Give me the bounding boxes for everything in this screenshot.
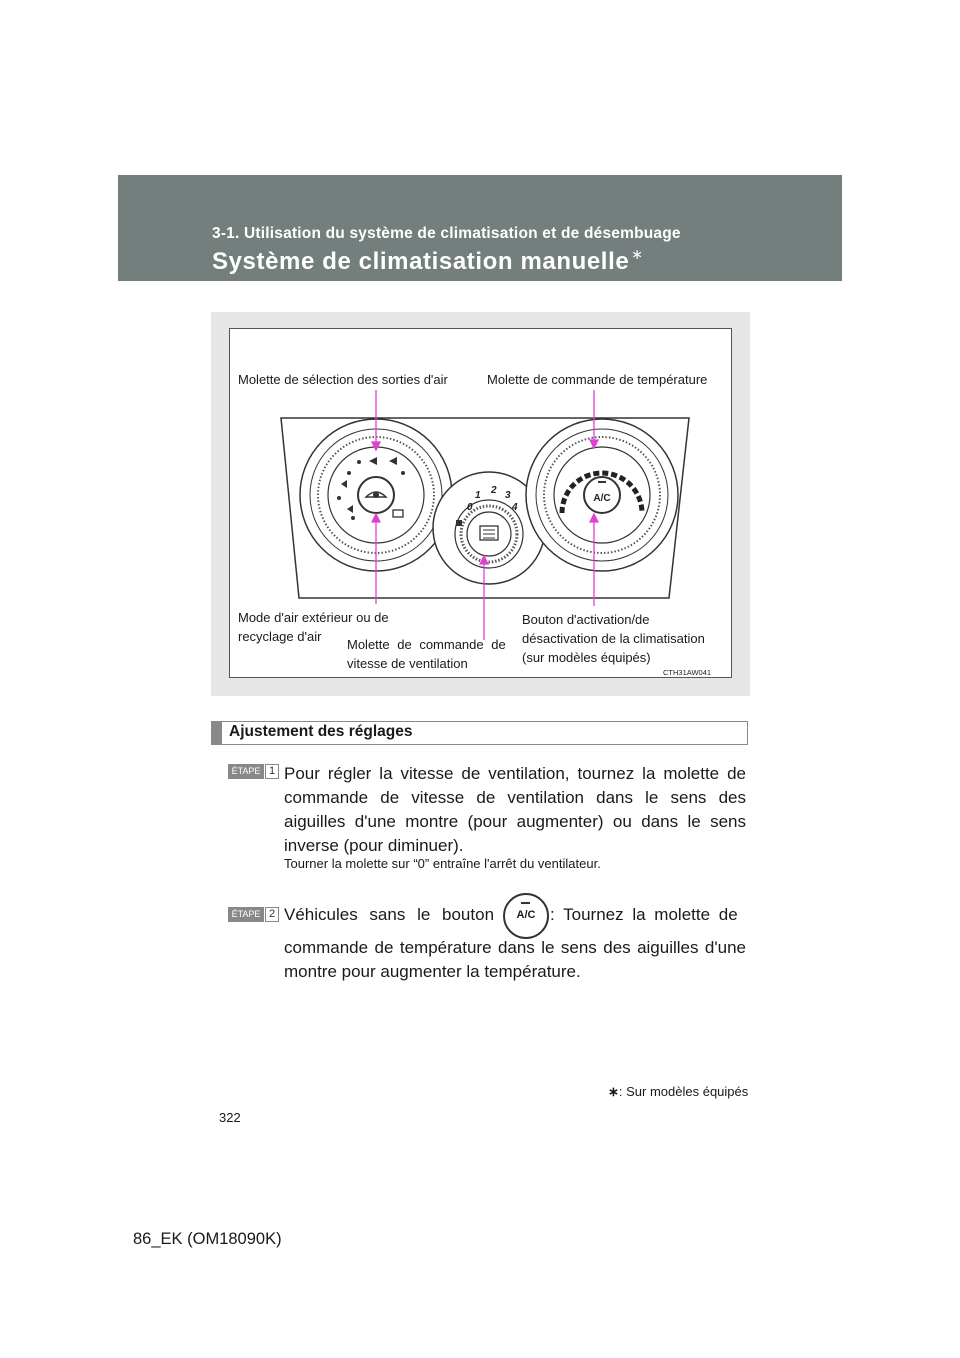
subheading-bar <box>212 722 222 744</box>
temperature-dial <box>526 419 678 571</box>
step-2-text-cont: commande de température dans le sens des aiguilles d'une montre pour augmenter la température. <box>284 938 746 981</box>
step-1-badge: ÉTAPE 1 <box>228 764 278 779</box>
fan-number-3: 3 <box>505 490 511 501</box>
page-number: 322 <box>219 1110 241 1125</box>
callout-air-mode-1: Mode d'air extérieur ou de <box>238 610 389 625</box>
step-2-text-after: : Tournez la molette de <box>550 905 738 924</box>
chapter-header <box>118 175 842 281</box>
callout-air-outlet-dial: Molette de sélection des sorties d'air <box>238 372 448 387</box>
step-1-text: Pour régler la vitesse de ventilation, tournez la molette de commande de vitesse de ventilation dans le sens des aiguilles d'une montre (pour augmenter) ou dans le sens inverse (pour diminuer). <box>284 764 746 855</box>
callout-fan-speed-2: vitesse de ventilation <box>347 656 468 671</box>
callout-ac-button-3: (sur modèles équipés) <box>522 650 651 665</box>
callout-ac-button-1: Bouton d'activation/de <box>522 612 650 627</box>
document-id: 86_EK (OM18090K) <box>133 1230 282 1248</box>
ac-button-inline-icon: A/C <box>503 893 549 939</box>
page-title: Système de climatisation manuelle ∗ <box>212 246 644 275</box>
callout-ac-button-2: désactivation de la climatisation <box>522 631 705 646</box>
callout-air-mode-2: recyclage d'air <box>238 629 322 644</box>
fan-number-0: 0 <box>467 502 473 513</box>
fan-number-1: 1 <box>475 490 481 501</box>
ac-label: A/C <box>593 493 611 504</box>
subheading: Ajustement des réglages <box>229 723 413 740</box>
fan-number-2: 2 <box>491 485 497 496</box>
figure-code: CTH31AW041 <box>663 668 712 677</box>
callout-temperature-dial: Molette de commande de température <box>487 372 708 387</box>
fan-number-4: 4 <box>512 502 518 513</box>
section-title: 3-1. Utilisation du système de climatisation et de désembuage <box>212 225 681 242</box>
subheading-box <box>211 721 748 745</box>
step-1-note: Tourner la molette sur “0” entraîne l'arrêt du ventilateur. <box>284 856 601 871</box>
footnote: ∗: Sur modèles équipés <box>608 1084 749 1099</box>
control-panel-figure <box>211 312 750 696</box>
step-2-text-before: Véhicules sans le bouton <box>284 905 495 924</box>
callout-fan-speed-1: Molette de commande de <box>347 637 506 652</box>
fan-icon <box>456 520 462 526</box>
step-2-badge: ÉTAPE 2 <box>228 907 278 922</box>
equipped-mark: ∗ <box>631 246 644 262</box>
